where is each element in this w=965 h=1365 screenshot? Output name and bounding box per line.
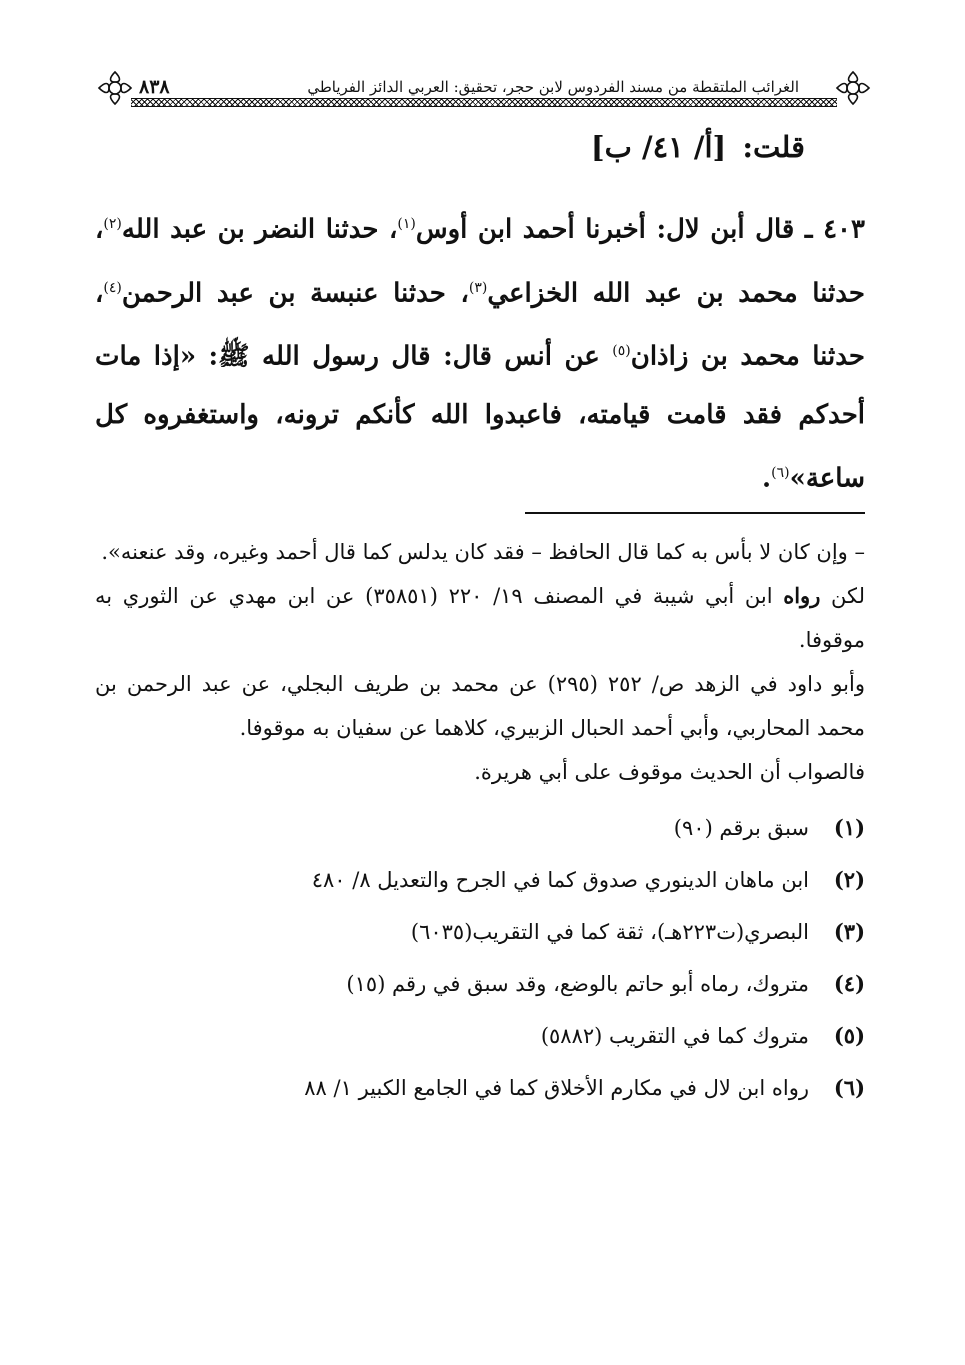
hadith-part: ، حدثنا عنبسة بن عبد الرحمن (121, 278, 469, 309)
note-paragraph (95, 574, 865, 662)
footnote-text: متروك، رماه أبو حاتم بالوضع، وقد سبق في رقم (١٥) (346, 972, 809, 996)
hadith-number: ٤٠٣ ـ (804, 214, 865, 245)
note-text: لكن (820, 584, 865, 608)
note-text-bold: رواه (783, 583, 821, 608)
hadith-part: قال أبن لال: أخبرنا أحمد ابن أوس (415, 214, 795, 245)
header-rule (131, 98, 837, 107)
footnote-number: (٥) (833, 1023, 865, 1048)
hadith-part: . (762, 463, 772, 494)
footnote-number: (٦) (833, 1075, 865, 1100)
footnote-ref: (٢) (103, 216, 122, 232)
section-heading (591, 130, 805, 164)
footnote-text: البصري(ت٢٢٣هـ)، ثقة كما في التقريب(٦٠٣٥) (410, 920, 809, 944)
hadith-part: عن أنس قال: قال رسول الله ﷺ: «إذا مات أحدكم فقد قامت قيامته، فاعبدوا الله كأنكم ترونه، واستغفروه كل ساعة» (95, 341, 865, 494)
footnote-text: رواه ابن لال في مكارم الأخلاق كما في الجامع الكبير ١/ ٨٨ (304, 1076, 809, 1100)
footnote-item (95, 958, 865, 1010)
page-number: ٨٣٨ (139, 76, 170, 98)
note-paragraph: – وإن كان لا بأس به كما قال الحافظ – فقد كان يدلس كما قال أحمد وغيره، وقد عنعنه». (101, 540, 865, 564)
note-paragraph: فالصواب أن الحديث موقوف على أبي هريرة. (474, 760, 865, 784)
floral-ornament-icon (95, 68, 135, 108)
hadith-text (95, 195, 865, 508)
footnote-number: (٢) (833, 867, 865, 892)
footnote-list (95, 802, 865, 1114)
footnotes-area (95, 530, 865, 1114)
footnote-text: متروك كما في التقريب (٥٨٨٢) (540, 1024, 809, 1048)
note-text: ابن أبي شيبة في المصنف ١٩/ ٢٢٠ (٣٥٨٥١) عن ابن مهدي عن الثوري به موقوفا. (95, 584, 865, 652)
footnote-text: سبق برقم (٩٠) (673, 816, 809, 840)
footnote-text: ابن ماهان الدينوري صدوق كما في الجرح والتعديل ٨/ ٤٨٠ (311, 868, 809, 892)
footnote-number: (٣) (833, 919, 865, 944)
hadith-part: ، حدثنا محمد بن عبد الله الخزاعي (95, 214, 866, 309)
hadith-part: ، حدثنا النضر بن عبد الله (121, 214, 398, 245)
footnote-ref: (١) (397, 216, 416, 232)
book-title: الغرائب الملتقطة من مسند الفردوس لابن حجر، تحقيق: العربي الدائز الفرياطي (307, 78, 799, 96)
hadith-part: ، حدثنا محمد بن زاذان (95, 278, 865, 372)
floral-ornament-icon (833, 68, 873, 108)
footnote-ref: (٦) (771, 464, 790, 481)
footnote-item (95, 1010, 865, 1062)
footnote-number: (١) (833, 815, 865, 840)
heading-label: قلت: (742, 130, 805, 164)
footnote-item (95, 906, 865, 958)
footnote-ref: (٤) (103, 279, 122, 296)
footnote-ref: (٣) (468, 279, 488, 296)
footnote-item (95, 854, 865, 906)
footnote-ref: (٥) (612, 343, 631, 360)
footnote-separator (525, 512, 865, 514)
footnote-number: (٤) (833, 971, 865, 996)
page-header (95, 58, 873, 110)
footnote-item (95, 1062, 865, 1114)
note-paragraph: وأبو داود في الزهد ص/ ٢٥٢ (٢٩٥) عن محمد بن طريف البجلي، عن عبد الرحمن بن محمد المحاربي، وأبي أحمد الحبال الزبيري، كلاهما عن سفيان به موقوفا. (95, 672, 865, 740)
footnote-item (95, 802, 865, 854)
manuscript-ref: [أ/ ٤١/ ب] (590, 130, 727, 164)
